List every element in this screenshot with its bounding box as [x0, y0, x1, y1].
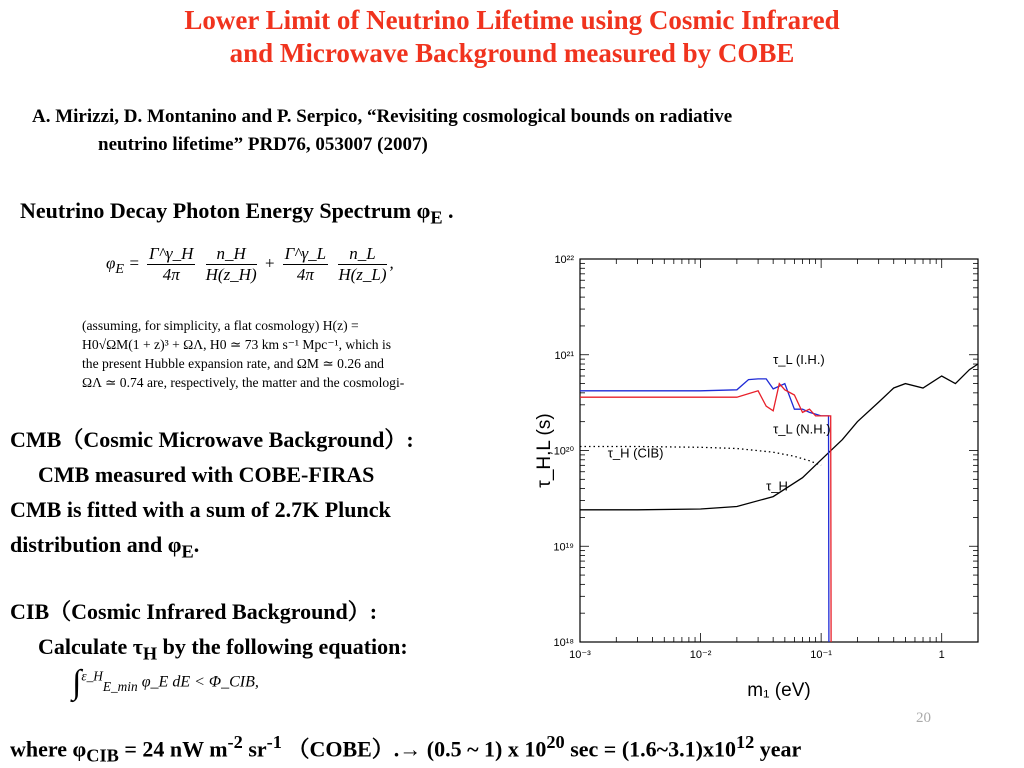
citation	[32, 103, 1002, 159]
cib-line-2-end: by the following equation:	[157, 634, 408, 659]
eq-frac-1b-den: H(z_H)	[205, 265, 257, 284]
cib-line-2-sub: H	[142, 643, 158, 664]
eq-lhs-sub: E	[115, 260, 125, 277]
formula-note-line: ΩΛ ≃ 0.74 are, respectively, the matter and the cosmologi-	[82, 375, 405, 390]
bottom-sub-cib: CIB	[86, 745, 119, 766]
series-line	[580, 379, 829, 642]
eq-end: ,	[389, 253, 394, 273]
eq-frac-1a	[147, 244, 195, 285]
spectrum-heading-sub: E	[430, 207, 443, 228]
curve-annotation: τ_H	[766, 478, 788, 494]
x-tick-label: 10⁻¹	[810, 649, 832, 661]
bottom-text-c: sr	[242, 736, 267, 762]
x-axis-label: m₁ (eV)	[747, 680, 811, 701]
spectrum-equation	[106, 244, 394, 285]
spectrum-formula-image	[78, 240, 478, 400]
y-tick-label: 10²¹	[554, 349, 574, 362]
x-tick-label: 1	[938, 649, 945, 661]
cib-section	[10, 594, 550, 671]
formula-note	[82, 316, 482, 392]
page-number: 20	[916, 710, 931, 726]
spectrum-heading-tail: .	[442, 198, 454, 223]
spectrum-heading-text: Neutrino Decay Photon Energy Spectrum φ	[20, 198, 431, 223]
bottom-sup-1: -2	[227, 732, 243, 752]
citation-line-2: neutrino lifetime” PRD76, 053007 (2007)	[98, 134, 428, 155]
cmb-line-3: CMB is fitted with a sum of 2.7K Plunck	[10, 497, 391, 522]
cib-line-2-text: Calculate τ	[38, 634, 143, 659]
cib-heading: CIB（Cosmic Infrared Background）:	[10, 599, 378, 624]
eq-frac-2a-den: 4π	[296, 265, 314, 284]
spectrum-heading	[20, 198, 454, 228]
eq-frac-1a-den: 4π	[162, 265, 180, 284]
eq-equals: =	[124, 253, 145, 273]
bottom-sup-4: 12	[735, 732, 755, 752]
y-tick-label: 10¹⁹	[553, 541, 574, 554]
cmb-heading: CMB（Cosmic Microwave Background）:	[10, 427, 414, 452]
bottom-text-b: = 24 nW m	[118, 736, 228, 762]
eq-frac-2b	[338, 244, 386, 285]
cmb-section	[10, 422, 530, 569]
eq-frac-2a	[283, 244, 329, 285]
y-tick-label: 10¹⁸	[553, 637, 574, 649]
cib-integral	[72, 664, 259, 702]
curve-annotation: τ_H (CIB)	[607, 445, 664, 461]
formula-note-line: the present Hubble expansion rate, and ΩM ≃ 0.26 and	[82, 356, 384, 371]
cmb-line-4-sub: E	[181, 541, 194, 562]
bottom-text-e: sec = (1.6~3.1)x10	[564, 736, 736, 762]
integral-sign: ∫	[72, 664, 82, 701]
cmb-line-4-text: distribution and φ	[10, 532, 182, 557]
cmb-line-4-end: .	[193, 532, 200, 557]
eq-frac-1a-num: Γ^γ_H	[149, 244, 194, 263]
bottom-result	[10, 732, 1024, 767]
lifetime-chart	[525, 244, 990, 709]
slide-title	[0, 4, 1024, 70]
cmb-line-2: CMB measured with COBE-FIRAS	[38, 462, 375, 487]
curve-annotation: τ_L (I.H.)	[773, 352, 825, 368]
eq-frac-2b-num: n_L	[338, 244, 386, 265]
title-line-2: and Microwave Background measured by COBE	[229, 38, 795, 68]
bottom-text-a: where φ	[10, 736, 87, 762]
integral-upper: ε_H	[81, 668, 103, 684]
eq-frac-1b-num: n_H	[206, 244, 257, 265]
title-line-1: Lower Limit of Neutrino Lifetime using Cosmic Infrared	[184, 5, 840, 35]
bottom-text-f: year	[754, 736, 802, 762]
bottom-sup-2: -1	[266, 732, 282, 752]
x-tick-label: 10⁻³	[569, 649, 591, 661]
integral-lower: E_min	[102, 678, 138, 694]
bottom-sup-3: 20	[546, 732, 565, 752]
bottom-text-d: （COBE）.→ (0.5 ~ 1) x 10	[281, 736, 547, 762]
eq-frac-2a-num: Γ^γ_L	[284, 244, 327, 263]
formula-note-line: (assuming, for simplicity, a flat cosmology) H(z) =	[82, 318, 359, 333]
cmb-line-4	[10, 527, 530, 569]
integral-body: φ_E dE < Φ_CIB,	[141, 673, 259, 691]
y-tick-label: 10²²	[554, 254, 574, 266]
eq-lhs: φ	[106, 253, 116, 273]
x-tick-label: 10⁻²	[689, 649, 712, 661]
y-axis-label: τ_H,L (s)	[534, 413, 555, 488]
formula-note-line: H0√ΩM(1 + z)³ + ΩΛ, H0 ≃ 73 km s⁻¹ Mpc⁻¹, which is	[82, 337, 392, 352]
eq-plus: +	[263, 253, 280, 273]
eq-frac-2b-den: H(z_L)	[338, 265, 387, 284]
eq-frac-1b	[206, 244, 257, 285]
y-tick-label: 10²⁰	[553, 445, 574, 458]
citation-line-1: A. Mirizzi, D. Montanino and P. Serpico, “Revisiting cosmological bounds on radiative	[32, 106, 733, 127]
curve-annotation: τ_L (N.H.)	[773, 421, 831, 437]
